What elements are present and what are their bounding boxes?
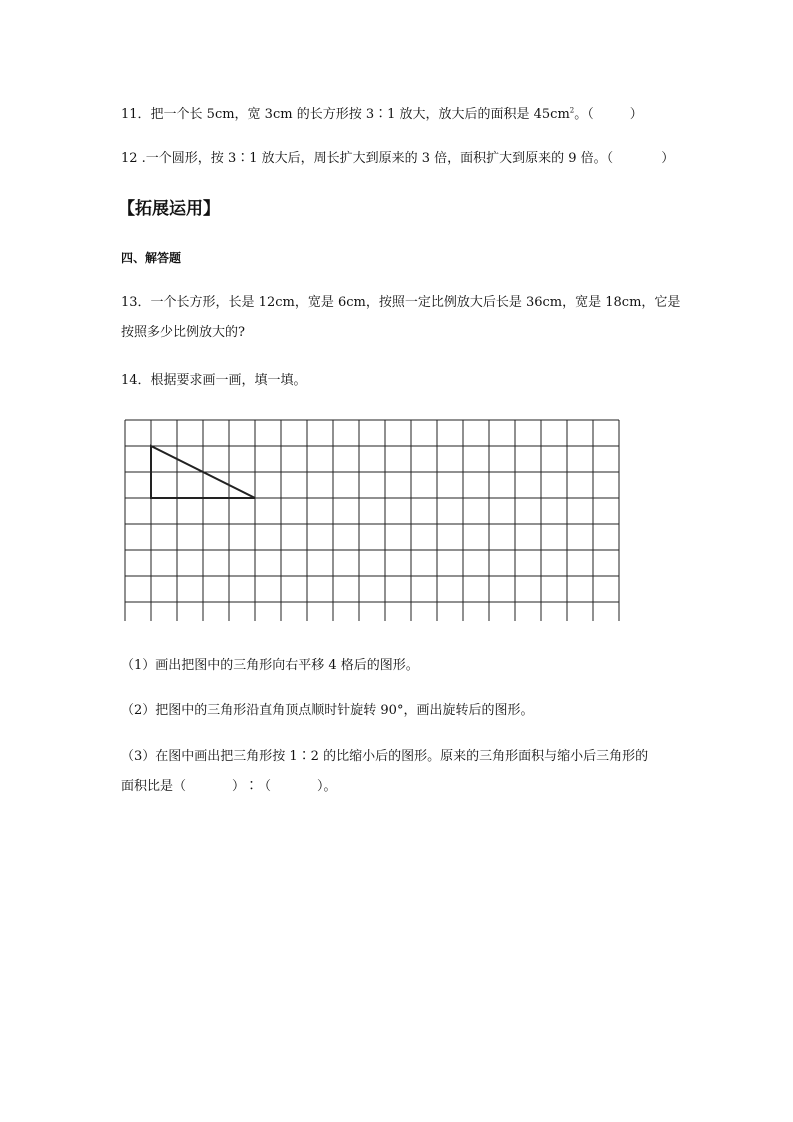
task-3-text: 面积比是（	[121, 779, 187, 794]
q11-paren-close: ）	[629, 107, 643, 122]
task-3-line2	[121, 775, 337, 794]
question-14: 14．根据要求画一画，填一填。	[121, 373, 307, 388]
task-3-line1: （3）在图中画出把三角形按 1∶2 的比缩小后的图形。原来的三角形面积与缩小后三角形的	[121, 749, 649, 764]
ratio-separator: ）∶（	[232, 779, 272, 794]
question-12	[121, 147, 674, 166]
task-2: （2）把图中的三角形沿直角顶点顺时针旋转 90°，画出旋转后的图形。	[121, 703, 534, 718]
task-1: （1）画出把图中的三角形向右平移 4 格后的图形。	[121, 658, 419, 673]
task-3-end: ）。	[317, 779, 337, 794]
q12-text: 12 .一个圆形，按 3∶1 放大后，周长扩大到原来的 3 倍，面积扩大到原来的 9 倍。（	[121, 151, 614, 166]
q11-paren-open: 。（	[574, 107, 594, 122]
question-13-line1: 13．一个长方形，长是 12cm，宽是 6cm，按照一定比例放大后长是 36cm，宽是 18cm，它是	[121, 295, 681, 310]
question-13-line2: 按照多少比例放大的?	[121, 325, 245, 340]
q11-text: 11．把一个长 5cm，宽 3cm 的长方形按 3∶1 放大，放大后的面积是 45cm	[121, 107, 570, 122]
drawing-grid[interactable]	[124, 419, 624, 621]
question-11	[121, 103, 643, 122]
q12-paren-close: ）	[661, 151, 675, 166]
section-subheading: 四、解答题	[121, 251, 182, 265]
q11-superscript: 2	[569, 106, 575, 115]
section-title: 【拓展运用】	[118, 199, 220, 219]
